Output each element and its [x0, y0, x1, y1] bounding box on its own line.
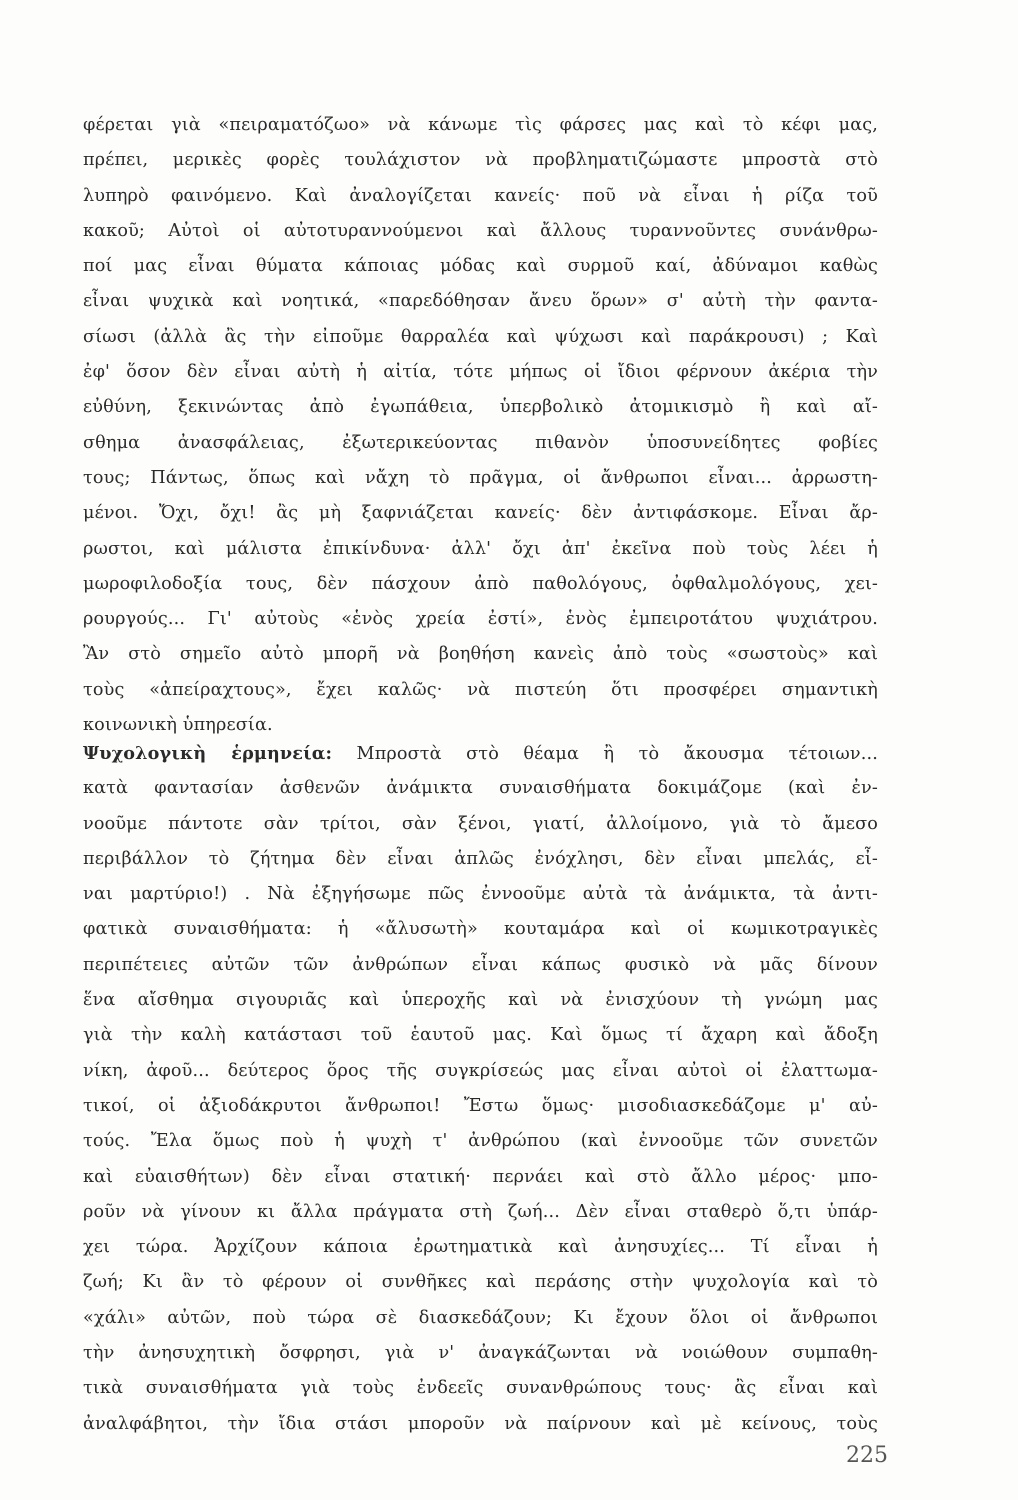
text-line: κατὰ φαντασίαν ἀσθενῶν ἀνάμικτα συναισθήματα δοκιμάζομε (καὶ ἐν- — [83, 778, 878, 799]
text-line: κακοῦ; Αὐτοὶ οἱ αὐτοτυραννούμενοι καὶ ἄλλους τυραννοῦντες συνάνθρω- — [83, 220, 878, 241]
text-line: σθημα ἀνασφάλειας, ἐξωτερικεύοντας πιθανὸν ὑποσυνείδητες φοβίες — [83, 432, 878, 453]
text-line: Ἂν στὸ σημεῖο αὐτὸ μπορῆ νὰ βοηθήση κανεὶς ἀπὸ τοὺς «σωστοὺς» καὶ — [83, 644, 878, 665]
text-line: τικὰ συναισθήματα γιὰ τοὺς ἐνδεεῖς συνανθρώπους τους· ἂς εἶναι καὶ — [83, 1378, 878, 1399]
text-line: εἶναι ψυχικὰ καὶ νοητικά, «παρεδόθησαν ἄνευ ὅρων» σ' αὐτὴ τὴν φαντα- — [83, 291, 878, 312]
text-line: κοινωνικὴ ὑπηρεσία. — [83, 715, 273, 736]
text-line: τὴν ἀνησυχητικὴ ὄσφρησι, γιὰ ν' ἀναγκάζωνται νὰ νοιώθουν συμπαθη- — [83, 1343, 878, 1364]
text-line: ναι μαρτύριο!) . Νὰ ἐξηγήσωμε πῶς ἐννοοῦμε αὐτὰ τὰ ἀνάμικτα, τὰ ἀντι- — [83, 884, 878, 905]
text-line: ποί μας εἶναι θύματα κάποιας μόδας καὶ συρμοῦ καί, ἀδύναμοι καθὼς — [83, 256, 878, 277]
page-number: 225 — [846, 1443, 888, 1468]
text-line: λυπηρὸ φαινόμενο. Καὶ ἀναλογίζεται κανείς· ποῦ νὰ εἶναι ἡ ρίζα τοῦ — [83, 185, 878, 206]
text-line: φατικὰ συναισθήματα: ἡ «ἄλυσωτὴ» κουταμάρα καὶ οἱ κωμικοτραγικὲς — [83, 919, 878, 940]
text-line: εὐθύνη, ξεκινώντας ἀπὸ ἐγωπάθεια, ὑπερβολικὸ ἀτομικισμὸ ἢ καὶ αἴ- — [83, 397, 878, 418]
text-line: ζωή; Κι ἂν τὸ φέρουν οἱ συνθῆκες καὶ περάσης στὴν ψυχολογία καὶ τὸ — [83, 1272, 878, 1293]
text-line: γιὰ τὴν καλὴ κατάστασι τοῦ ἑαυτοῦ μας. Καὶ ὅμως τί ἄχαρη καὶ ἄδοξη — [83, 1025, 878, 1046]
text-line: σίωσι (ἀλλὰ ἂς τὴν εἰποῦμε θαρραλέα καὶ ψύχωσι καὶ παράκρουσι) ; Καὶ — [83, 326, 878, 347]
text-line: τοὺς «ἀπείραχτους», ἔχει καλῶς· νὰ πιστεύη ὅτι προσφέρει σημαντικὴ — [83, 679, 878, 700]
text-line: χει τώρα. Ἀρχίζουν κάποια ἐρωτηματικὰ καὶ ἀνησυχίες... Τί εἶναι ἡ — [83, 1237, 878, 1258]
text-line: μωροφιλοδοξία τους, δὲν πάσχουν ἀπὸ παθολόγους, ὀφθαλμολόγους, χει- — [83, 573, 878, 594]
text-line: μένοι. Ὄχι, ὄχι! ἂς μὴ ξαφνιάζεται κανείς· δὲν ἀντιφάσκομε. Εἶναι ἄρ- — [83, 503, 878, 524]
paragraph-1 — [83, 108, 878, 743]
text-line: ἀναλφάβητοι, τὴν ἴδια στάσι μποροῦν νὰ παίρνουν καὶ μὲ κείνους, τοὺς — [83, 1413, 878, 1434]
text-line: ροῦν νὰ γίνουν κι ἄλλα πράγματα στὴ ζωή... Δὲν εἶναι σταθερὸ ὅ,τι ὑπάρ- — [83, 1201, 878, 1222]
text-line-rest: Μπροστὰ στὸ θέαμα ἢ τὸ ἄκουσμα τέτοιων... — [332, 744, 878, 764]
text-line: περιπέτειες αὐτῶν τῶν ἀνθρώπων εἶναι κάπως φυσικὸ νὰ μᾶς δίνουν — [83, 954, 878, 975]
text-line: ρωστοι, καὶ μάλιστα ἐπικίνδυνα· ἀλλ' ὄχι ἀπ' ἐκεῖνα ποὺ τοὺς λέει ἡ — [83, 538, 878, 559]
text-line: ἐφ' ὅσον δὲν εἶναι αὐτὴ ἡ αἰτία, τότε μήπως οἱ ἴδιοι φέρνουν ἀκέρια τὴν — [83, 362, 878, 383]
text-line: «χάλι» αὐτῶν, ποὺ τώρα σὲ διασκεδάζουν; Κι ἔχουν ὅλοι οἱ ἄνθρωποι — [83, 1307, 878, 1328]
text-line: περιβάλλον τὸ ζήτημα δὲν εἶναι ἁπλῶς ἐνόχλησι, δὲν εἶναι μπελάς, εἶ- — [83, 848, 878, 869]
text-line: ἕνα αἴσθημα σιγουριᾶς καὶ ὑπεροχῆς καὶ νὰ ἐνισχύουν τὴ γνώμη μας — [83, 990, 878, 1011]
text-line: τικοί, οἱ ἀξιοδάκρυτοι ἄνθρωποι! Ἔστω ὅμως· μισοδιασκεδάζομε μ' αὐ- — [83, 1095, 878, 1116]
section-heading: Ψυχολογικὴ ἑρμηνεία: — [83, 743, 333, 764]
text-line: νοοῦμε πάντοτε σὰν τρίτοι, σὰν ξένοι, γιατί, ἀλλοίμονο, γιὰ τὸ ἄμεσο — [83, 813, 878, 834]
text-line: τους; Πάντως, ὅπως καὶ νἄχη τὸ πρᾶγμα, οἱ ἄνθρωποι εἶναι... ἀρρωστη- — [83, 467, 878, 488]
text-line: τούς. Ἔλα ὅμως ποὺ ἡ ψυχὴ τ' ἀνθρώπου (καὶ ἐννοοῦμε τῶν συνετῶν — [83, 1131, 878, 1152]
text-line: καὶ εὐαισθήτων) δὲν εἶναι στατική· περνάει καὶ στὸ ἄλλο μέρος· μπο- — [83, 1166, 878, 1187]
text-line: ρουργούς... Γι' αὐτοὺς «ἑνὸς χρεία ἐστί», ἑνὸς ἐμπειροτάτου ψυχιάτρου. — [83, 609, 878, 630]
text-line: πρέπει, μερικὲς φορὲς τουλάχιστον νὰ προβληματιζώμαστε μπροστὰ στὸ — [83, 150, 878, 171]
text-line: νίκη, ἀφοῦ... δεύτερος ὅρος τῆς συγκρίσεώς μας εἶναι αὐτοὶ οἱ ἐλαττωμα- — [83, 1060, 878, 1081]
paragraph-2 — [83, 736, 878, 1442]
text-line-with-heading — [83, 736, 878, 771]
text-line: φέρεται γιὰ «πειραματόζωο» νὰ κάνωμε τὶς φάρσες μας καὶ τὸ κέφι μας, — [83, 115, 878, 135]
